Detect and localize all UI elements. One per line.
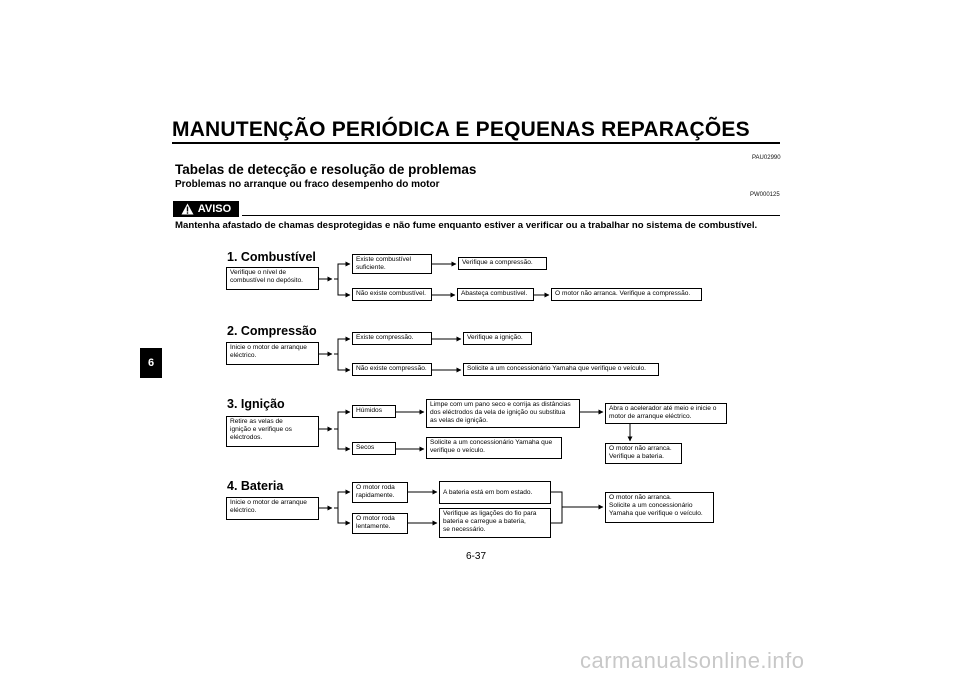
page-number: 6-37	[466, 551, 487, 562]
warning-text: Mantenha afastado de chamas desprotegidas e não fume enquanto estiver a verificar ou a trabalhar no sistema de combustível.	[175, 220, 758, 231]
section-title: Tabelas de detecção e resolução de problemas	[175, 162, 477, 177]
ignition-wet-box: Húmidos	[352, 405, 396, 418]
ignition-wet-next-box: Abra o acelerador até meio e inicie o motor de arranque eléctrico.	[605, 403, 727, 424]
ignition-start-box: Retire as velas de ignição e verifique os eléctrodos.	[226, 416, 319, 447]
compression-no-action-box: Solicite a um concessionário Yamaha que verifique o veículo.	[463, 363, 659, 376]
battery-start-box: Inicie o motor de arranque eléctrico.	[226, 497, 319, 520]
battery-final-box: O motor não arranca. Solicite a um concessionário Yamaha que verifique o veículo.	[605, 492, 714, 523]
battery-fast-result-box: A bateria está em bom estado.	[439, 481, 551, 504]
battery-heading: 4. Bateria	[227, 479, 284, 493]
watermark: carmanualsonline.info	[580, 648, 805, 673]
section-subtitle: Problemas no arranque ou fraco desempenho do motor	[175, 179, 440, 190]
fuel-no-box: Não existe combustível.	[352, 288, 432, 301]
ignition-dry-action-box: Solicite a um concessionário Yamaha que verifique o veículo.	[426, 437, 562, 459]
compression-no-box: Não existe compressão.	[352, 363, 432, 376]
ignition-wet-action-box: Limpe com um pano seco e corrija as distâncias dos eléctrodos da vela de ignição ou substitua as velas de ignição.	[426, 399, 580, 428]
ignition-wet-result-box: O motor não arranca. Verifique a bateria.	[605, 443, 682, 464]
document-code: PAU02990	[752, 155, 781, 161]
ignition-dry-box: Secos	[352, 442, 396, 455]
warning-label: AVISO	[197, 203, 232, 215]
ignition-heading: 3. Ignição	[227, 397, 285, 411]
compression-heading: 2. Compressão	[227, 324, 317, 338]
fuel-no-action-box: Abasteça combustível.	[457, 288, 534, 301]
fuel-yes-action-box: Verifique a compressão.	[458, 257, 547, 270]
fuel-yes-box: Existe combustível suficiente.	[352, 254, 432, 274]
chapter-tab: 6	[140, 348, 162, 378]
battery-slow-action-box: Verifique as ligações do fio para bateria e carregue a bateria, se necessário.	[439, 508, 551, 538]
chapter-title: MANUTENÇÃO PERIÓDICA E PEQUENAS REPARAÇÕES	[172, 118, 750, 141]
fuel-no-result-box: O motor não arranca. Verifique a compressão.	[551, 288, 702, 301]
fuel-heading: 1. Combustível	[227, 250, 316, 264]
compression-start-box: Inicie o motor de arranque eléctrico.	[226, 342, 319, 365]
battery-fast-box: O motor roda rapidamente.	[352, 482, 408, 503]
battery-slow-box: O motor roda lentamente.	[352, 513, 408, 534]
warning-code: PW000125	[750, 192, 780, 198]
fuel-start-box: Verifique o nível de combustível no depósito.	[226, 267, 319, 290]
compression-yes-action-box: Verifique a ignição.	[463, 332, 532, 345]
compression-yes-box: Existe compressão.	[352, 332, 432, 345]
